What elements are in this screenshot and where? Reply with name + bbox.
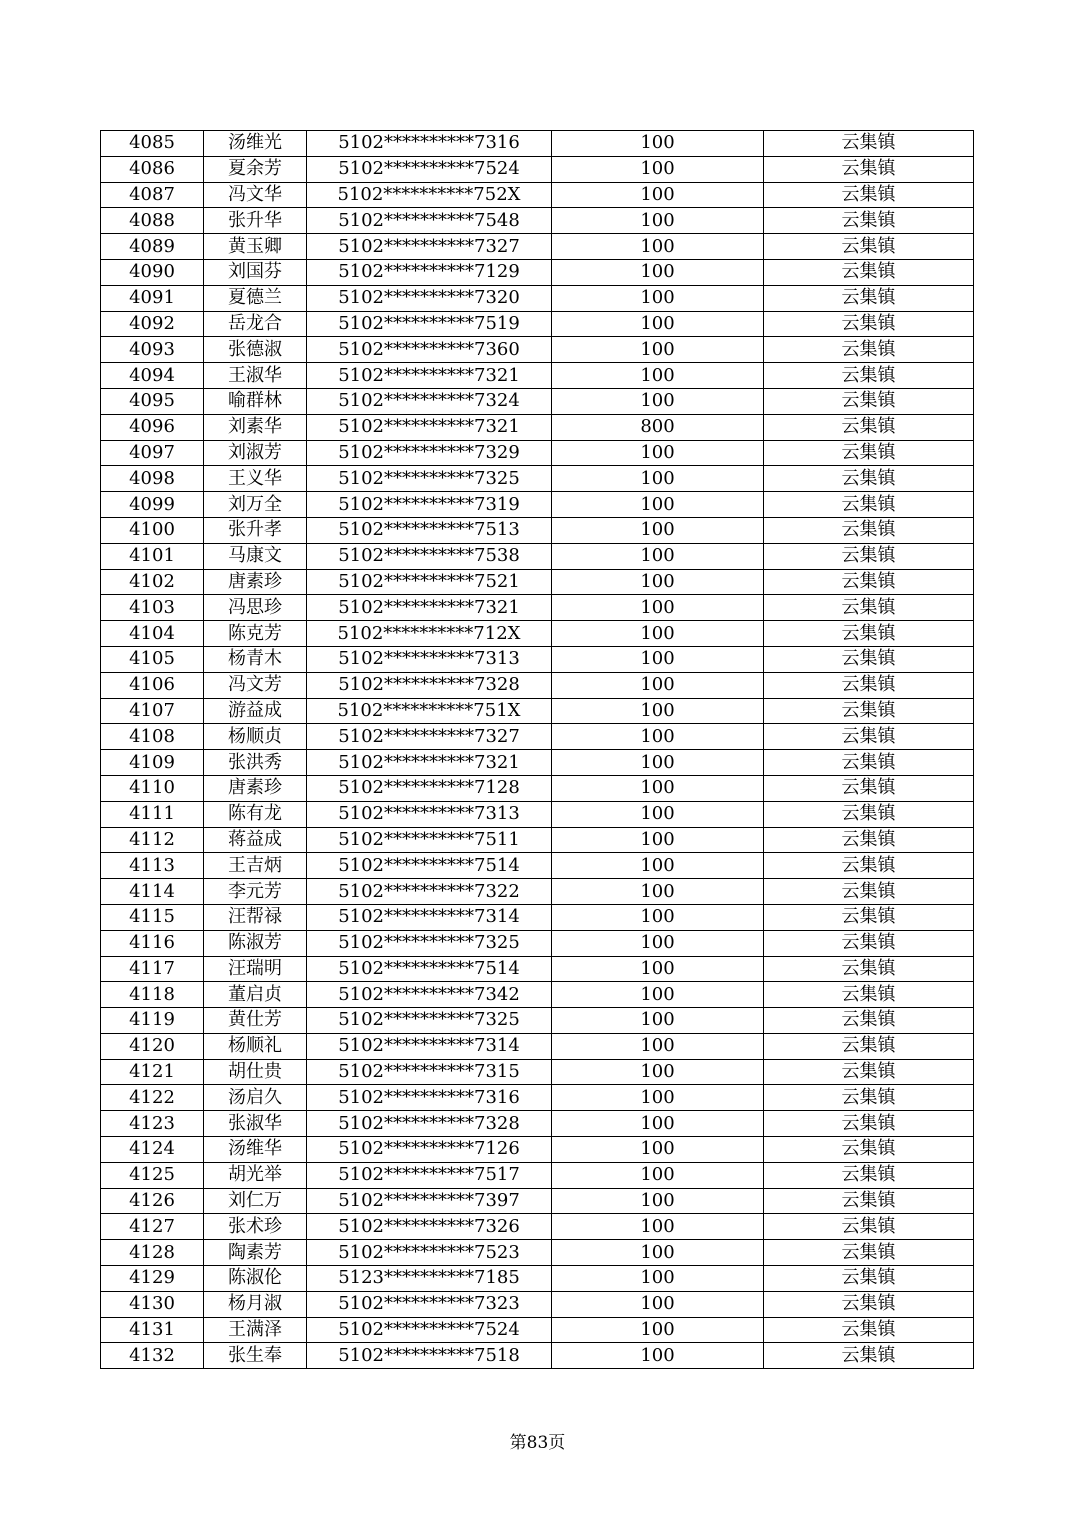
town-cell: 云集镇	[764, 595, 974, 621]
table-row	[101, 595, 974, 621]
town-cell: 云集镇	[764, 724, 974, 750]
name-cell: 张升孝	[204, 517, 307, 543]
id-number-cell: 5102**********7321	[307, 363, 552, 389]
name-cell: 汪瑞明	[204, 956, 307, 982]
id-number-cell: 5102**********712X	[307, 621, 552, 647]
id-number-cell: 5102**********7327	[307, 234, 552, 260]
table-row	[101, 234, 974, 260]
table-row	[101, 440, 974, 466]
amount-cell: 100	[552, 543, 764, 569]
table-row	[101, 1111, 974, 1137]
amount-cell: 100	[552, 1008, 764, 1034]
id-number-cell: 5102**********7313	[307, 646, 552, 672]
town-cell: 云集镇	[764, 1111, 974, 1137]
name-cell: 岳龙合	[204, 311, 307, 337]
town-cell: 云集镇	[764, 1033, 974, 1059]
name-cell: 陈淑芳	[204, 930, 307, 956]
row-number-cell: 4095	[101, 388, 204, 414]
table-row	[101, 1343, 974, 1369]
town-cell: 云集镇	[764, 1291, 974, 1317]
data-table	[100, 130, 974, 1369]
table-row	[101, 1033, 974, 1059]
table-row	[101, 1008, 974, 1034]
name-cell: 黄仕芳	[204, 1008, 307, 1034]
name-cell: 马康文	[204, 543, 307, 569]
id-number-cell: 5102**********7513	[307, 517, 552, 543]
name-cell: 刘淑芳	[204, 440, 307, 466]
town-cell: 云集镇	[764, 956, 974, 982]
name-cell: 王满泽	[204, 1317, 307, 1343]
town-cell: 云集镇	[764, 1162, 974, 1188]
town-cell: 云集镇	[764, 879, 974, 905]
town-cell: 云集镇	[764, 646, 974, 672]
id-number-cell: 5102**********7538	[307, 543, 552, 569]
table-row	[101, 543, 974, 569]
row-number-cell: 4113	[101, 853, 204, 879]
row-number-cell: 4121	[101, 1059, 204, 1085]
id-number-cell: 5102**********7514	[307, 956, 552, 982]
row-number-cell: 4086	[101, 156, 204, 182]
table-body	[101, 131, 974, 1369]
amount-cell: 100	[552, 1137, 764, 1163]
page-number: 第83页	[509, 1433, 566, 1453]
table-row	[101, 492, 974, 518]
table-row	[101, 311, 974, 337]
row-number-cell: 4112	[101, 827, 204, 853]
name-cell: 刘万全	[204, 492, 307, 518]
id-number-cell: 5102**********7320	[307, 285, 552, 311]
town-cell: 云集镇	[764, 285, 974, 311]
town-cell: 云集镇	[764, 853, 974, 879]
row-number-cell: 4119	[101, 1008, 204, 1034]
name-cell: 游益成	[204, 698, 307, 724]
row-number-cell: 4094	[101, 363, 204, 389]
row-number-cell: 4099	[101, 492, 204, 518]
amount-cell: 100	[552, 440, 764, 466]
table-row	[101, 672, 974, 698]
town-cell: 云集镇	[764, 156, 974, 182]
id-number-cell: 5102**********7329	[307, 440, 552, 466]
table-row	[101, 775, 974, 801]
table-row	[101, 621, 974, 647]
name-cell: 黄玉卿	[204, 234, 307, 260]
amount-cell: 100	[552, 259, 764, 285]
town-cell: 云集镇	[764, 208, 974, 234]
row-number-cell: 4117	[101, 956, 204, 982]
id-number-cell: 5102**********7316	[307, 131, 552, 157]
row-number-cell: 4114	[101, 879, 204, 905]
row-number-cell: 4102	[101, 569, 204, 595]
name-cell: 王义华	[204, 466, 307, 492]
table-row	[101, 337, 974, 363]
town-cell: 云集镇	[764, 1059, 974, 1085]
amount-cell: 100	[552, 698, 764, 724]
town-cell: 云集镇	[764, 1266, 974, 1292]
row-number-cell: 4127	[101, 1214, 204, 1240]
row-number-cell: 4131	[101, 1317, 204, 1343]
row-number-cell: 4085	[101, 131, 204, 157]
name-cell: 夏德兰	[204, 285, 307, 311]
row-number-cell: 4124	[101, 1137, 204, 1163]
row-number-cell: 4109	[101, 750, 204, 776]
id-number-cell: 5102**********7511	[307, 827, 552, 853]
table-row	[101, 853, 974, 879]
amount-cell: 100	[552, 285, 764, 311]
name-cell: 刘素华	[204, 414, 307, 440]
id-number-cell: 5102**********7313	[307, 801, 552, 827]
town-cell: 云集镇	[764, 182, 974, 208]
table-row	[101, 1059, 974, 1085]
amount-cell: 100	[552, 492, 764, 518]
row-number-cell: 4111	[101, 801, 204, 827]
row-number-cell: 4105	[101, 646, 204, 672]
table-row	[101, 388, 974, 414]
name-cell: 杨青木	[204, 646, 307, 672]
row-number-cell: 4091	[101, 285, 204, 311]
id-number-cell: 5102**********7326	[307, 1214, 552, 1240]
row-number-cell: 4087	[101, 182, 204, 208]
town-cell: 云集镇	[764, 930, 974, 956]
amount-cell: 100	[552, 956, 764, 982]
name-cell: 张生奉	[204, 1343, 307, 1369]
id-number-cell: 5102**********7548	[307, 208, 552, 234]
amount-cell: 100	[552, 234, 764, 260]
row-number-cell: 4092	[101, 311, 204, 337]
row-number-cell: 4108	[101, 724, 204, 750]
id-number-cell: 5102**********7397	[307, 1188, 552, 1214]
id-number-cell: 5102**********7314	[307, 1033, 552, 1059]
town-cell: 云集镇	[764, 363, 974, 389]
town-cell: 云集镇	[764, 827, 974, 853]
row-number-cell: 4106	[101, 672, 204, 698]
row-number-cell: 4089	[101, 234, 204, 260]
name-cell: 陈克芳	[204, 621, 307, 647]
row-number-cell: 4090	[101, 259, 204, 285]
table-row	[101, 904, 974, 930]
table-row	[101, 156, 974, 182]
row-number-cell: 4116	[101, 930, 204, 956]
id-number-cell: 5102**********7518	[307, 1343, 552, 1369]
id-number-cell: 5102**********7128	[307, 775, 552, 801]
table-row	[101, 1240, 974, 1266]
town-cell: 云集镇	[764, 1137, 974, 1163]
name-cell: 汤维光	[204, 131, 307, 157]
name-cell: 王淑华	[204, 363, 307, 389]
town-cell: 云集镇	[764, 1008, 974, 1034]
row-number-cell: 4101	[101, 543, 204, 569]
row-number-cell: 4093	[101, 337, 204, 363]
amount-cell: 100	[552, 337, 764, 363]
id-number-cell: 5102**********7325	[307, 930, 552, 956]
id-number-cell: 5102**********7316	[307, 1085, 552, 1111]
name-cell: 汤启久	[204, 1085, 307, 1111]
name-cell: 张洪秀	[204, 750, 307, 776]
name-cell: 唐素珍	[204, 569, 307, 595]
row-number-cell: 4104	[101, 621, 204, 647]
town-cell: 云集镇	[764, 466, 974, 492]
id-number-cell: 5102**********7129	[307, 259, 552, 285]
amount-cell: 100	[552, 311, 764, 337]
table-row	[101, 182, 974, 208]
name-cell: 杨顺礼	[204, 1033, 307, 1059]
row-number-cell: 4125	[101, 1162, 204, 1188]
town-cell: 云集镇	[764, 904, 974, 930]
amount-cell: 100	[552, 1214, 764, 1240]
table-row	[101, 750, 974, 776]
name-cell: 冯文芳	[204, 672, 307, 698]
amount-cell: 100	[552, 1317, 764, 1343]
amount-cell: 100	[552, 672, 764, 698]
id-number-cell: 5102**********7319	[307, 492, 552, 518]
row-number-cell: 4096	[101, 414, 204, 440]
town-cell: 云集镇	[764, 1214, 974, 1240]
amount-cell: 100	[552, 1266, 764, 1292]
town-cell: 云集镇	[764, 672, 974, 698]
amount-cell: 100	[552, 1085, 764, 1111]
town-cell: 云集镇	[764, 414, 974, 440]
id-number-cell: 5102**********7360	[307, 337, 552, 363]
id-number-cell: 5102**********7323	[307, 1291, 552, 1317]
id-number-cell: 5102**********7524	[307, 156, 552, 182]
table-row	[101, 1137, 974, 1163]
name-cell: 董启贞	[204, 982, 307, 1008]
name-cell: 冯思珍	[204, 595, 307, 621]
amount-cell: 100	[552, 208, 764, 234]
town-cell: 云集镇	[764, 1343, 974, 1369]
town-cell: 云集镇	[764, 131, 974, 157]
town-cell: 云集镇	[764, 311, 974, 337]
table-row	[101, 517, 974, 543]
id-number-cell: 5123**********7185	[307, 1266, 552, 1292]
row-number-cell: 4123	[101, 1111, 204, 1137]
row-number-cell: 4098	[101, 466, 204, 492]
amount-cell: 100	[552, 801, 764, 827]
amount-cell: 100	[552, 517, 764, 543]
id-number-cell: 5102**********7325	[307, 466, 552, 492]
table-row	[101, 1317, 974, 1343]
name-cell: 李元芳	[204, 879, 307, 905]
table-row	[101, 646, 974, 672]
town-cell: 云集镇	[764, 1188, 974, 1214]
amount-cell: 100	[552, 827, 764, 853]
town-cell: 云集镇	[764, 388, 974, 414]
town-cell: 云集镇	[764, 1240, 974, 1266]
amount-cell: 100	[552, 646, 764, 672]
name-cell: 杨月淑	[204, 1291, 307, 1317]
row-number-cell: 4097	[101, 440, 204, 466]
table-row	[101, 466, 974, 492]
row-number-cell: 4130	[101, 1291, 204, 1317]
id-number-cell: 5102**********7126	[307, 1137, 552, 1163]
amount-cell: 100	[552, 156, 764, 182]
table-row	[101, 1188, 974, 1214]
town-cell: 云集镇	[764, 234, 974, 260]
row-number-cell: 4118	[101, 982, 204, 1008]
table-row	[101, 1291, 974, 1317]
id-number-cell: 5102**********7328	[307, 1111, 552, 1137]
name-cell: 张德淑	[204, 337, 307, 363]
row-number-cell: 4128	[101, 1240, 204, 1266]
table-row	[101, 414, 974, 440]
amount-cell: 100	[552, 182, 764, 208]
id-number-cell: 5102**********7324	[307, 388, 552, 414]
row-number-cell: 4115	[101, 904, 204, 930]
town-cell: 云集镇	[764, 775, 974, 801]
id-number-cell: 5102**********7327	[307, 724, 552, 750]
id-number-cell: 5102**********7328	[307, 672, 552, 698]
name-cell: 张升华	[204, 208, 307, 234]
row-number-cell: 4110	[101, 775, 204, 801]
amount-cell: 100	[552, 1291, 764, 1317]
id-number-cell: 5102**********7321	[307, 750, 552, 776]
name-cell: 王吉炳	[204, 853, 307, 879]
town-cell: 云集镇	[764, 259, 974, 285]
name-cell: 张术珍	[204, 1214, 307, 1240]
town-cell: 云集镇	[764, 750, 974, 776]
town-cell: 云集镇	[764, 1085, 974, 1111]
town-cell: 云集镇	[764, 517, 974, 543]
amount-cell: 800	[552, 414, 764, 440]
amount-cell: 100	[552, 1240, 764, 1266]
table-row	[101, 801, 974, 827]
town-cell: 云集镇	[764, 621, 974, 647]
amount-cell: 100	[552, 775, 764, 801]
id-number-cell: 5102**********7314	[307, 904, 552, 930]
id-number-cell: 5102**********7519	[307, 311, 552, 337]
amount-cell: 100	[552, 466, 764, 492]
amount-cell: 100	[552, 1059, 764, 1085]
town-cell: 云集镇	[764, 492, 974, 518]
town-cell: 云集镇	[764, 337, 974, 363]
table-row	[101, 131, 974, 157]
table-row	[101, 930, 974, 956]
amount-cell: 100	[552, 930, 764, 956]
table-row	[101, 1214, 974, 1240]
name-cell: 陈淑伦	[204, 1266, 307, 1292]
town-cell: 云集镇	[764, 543, 974, 569]
town-cell: 云集镇	[764, 1317, 974, 1343]
row-number-cell: 4100	[101, 517, 204, 543]
amount-cell: 100	[552, 1343, 764, 1369]
id-number-cell: 5102**********751X	[307, 698, 552, 724]
id-number-cell: 5102**********7342	[307, 982, 552, 1008]
table-row	[101, 259, 974, 285]
row-number-cell: 4107	[101, 698, 204, 724]
name-cell: 喻群林	[204, 388, 307, 414]
id-number-cell: 5102**********7322	[307, 879, 552, 905]
row-number-cell: 4088	[101, 208, 204, 234]
table-row	[101, 569, 974, 595]
row-number-cell: 4120	[101, 1033, 204, 1059]
name-cell: 汪帮禄	[204, 904, 307, 930]
amount-cell: 100	[552, 621, 764, 647]
table-row	[101, 1266, 974, 1292]
table-row	[101, 363, 974, 389]
name-cell: 胡仕贵	[204, 1059, 307, 1085]
name-cell: 张淑华	[204, 1111, 307, 1137]
name-cell: 杨顺贞	[204, 724, 307, 750]
name-cell: 夏余芳	[204, 156, 307, 182]
table-row	[101, 982, 974, 1008]
id-number-cell: 5102**********7325	[307, 1008, 552, 1034]
id-number-cell: 5102**********7521	[307, 569, 552, 595]
table-row	[101, 724, 974, 750]
amount-cell: 100	[552, 1111, 764, 1137]
name-cell: 蒋益成	[204, 827, 307, 853]
amount-cell: 100	[552, 1188, 764, 1214]
amount-cell: 100	[552, 363, 764, 389]
name-cell: 冯文华	[204, 182, 307, 208]
table-row	[101, 208, 974, 234]
name-cell: 陶素芳	[204, 1240, 307, 1266]
amount-cell: 100	[552, 1162, 764, 1188]
row-number-cell: 4129	[101, 1266, 204, 1292]
name-cell: 汤维华	[204, 1137, 307, 1163]
town-cell: 云集镇	[764, 982, 974, 1008]
town-cell: 云集镇	[764, 801, 974, 827]
amount-cell: 100	[552, 879, 764, 905]
amount-cell: 100	[552, 388, 764, 414]
row-number-cell: 4132	[101, 1343, 204, 1369]
id-number-cell: 5102**********7524	[307, 1317, 552, 1343]
name-cell: 刘国芬	[204, 259, 307, 285]
table-row	[101, 879, 974, 905]
name-cell: 陈有龙	[204, 801, 307, 827]
amount-cell: 100	[552, 131, 764, 157]
table-row	[101, 827, 974, 853]
amount-cell: 100	[552, 750, 764, 776]
id-number-cell: 5102**********7523	[307, 1240, 552, 1266]
amount-cell: 100	[552, 853, 764, 879]
amount-cell: 100	[552, 569, 764, 595]
amount-cell: 100	[552, 904, 764, 930]
id-number-cell: 5102**********7321	[307, 595, 552, 621]
row-number-cell: 4103	[101, 595, 204, 621]
row-number-cell: 4122	[101, 1085, 204, 1111]
id-number-cell: 5102**********7514	[307, 853, 552, 879]
town-cell: 云集镇	[764, 569, 974, 595]
name-cell: 胡光举	[204, 1162, 307, 1188]
table-row	[101, 1162, 974, 1188]
table-row	[101, 1085, 974, 1111]
table-row	[101, 285, 974, 311]
amount-cell: 100	[552, 595, 764, 621]
town-cell: 云集镇	[764, 440, 974, 466]
name-cell: 刘仁万	[204, 1188, 307, 1214]
id-number-cell: 5102**********7315	[307, 1059, 552, 1085]
amount-cell: 100	[552, 982, 764, 1008]
town-cell: 云集镇	[764, 698, 974, 724]
id-number-cell: 5102**********7517	[307, 1162, 552, 1188]
id-number-cell: 5102**********752X	[307, 182, 552, 208]
table-row	[101, 698, 974, 724]
amount-cell: 100	[552, 1033, 764, 1059]
amount-cell: 100	[552, 724, 764, 750]
table-row	[101, 956, 974, 982]
id-number-cell: 5102**********7321	[307, 414, 552, 440]
name-cell: 唐素珍	[204, 775, 307, 801]
row-number-cell: 4126	[101, 1188, 204, 1214]
